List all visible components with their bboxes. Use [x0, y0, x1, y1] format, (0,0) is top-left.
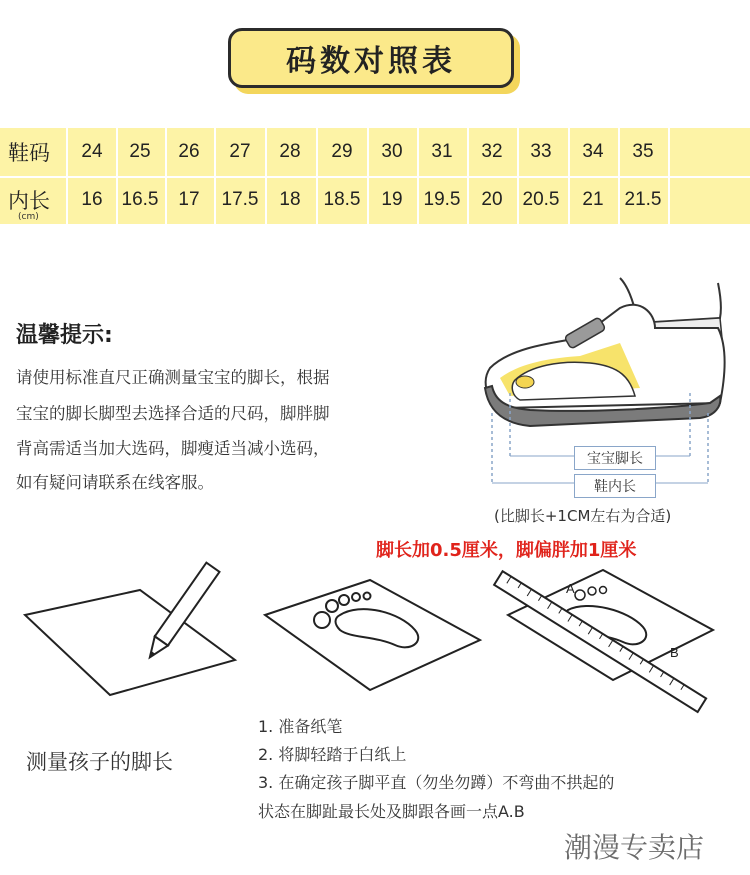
inner-length-cell: 17 [178, 189, 200, 210]
table-column-divider [467, 128, 469, 224]
inner-length-cell: 16 [81, 189, 103, 210]
table-column-divider [618, 128, 620, 224]
inner-length-label: 内长 [8, 189, 50, 213]
measure-step: 3. 在确定孩子脚平直（勿坐勿蹲）不弯曲不拱起的 [258, 773, 615, 792]
shoe-size-cell: 29 [331, 141, 353, 162]
table-column-divider [517, 128, 519, 224]
inner-length-cell: 20.5 [522, 189, 560, 210]
shoe-size-cell: 30 [381, 141, 403, 162]
store-watermark: 潮漫专卖店 [564, 831, 705, 864]
inner-length-cell: 21.5 [624, 189, 662, 210]
table-column-divider [367, 128, 369, 224]
table-column-divider [116, 128, 118, 224]
shoe-size-cell: 35 [632, 141, 654, 162]
measure-step: 状态在脚趾最长处及脚跟各画一点A.B [258, 802, 525, 821]
page-title: 码数对照表 [228, 28, 514, 88]
inner-length-unit: (cm) [18, 212, 39, 222]
shoe-size-cell: 24 [81, 141, 103, 162]
measure-title: 测量孩子的脚长 [26, 750, 173, 774]
shoe-inner-length-label: 鞋内长 [574, 474, 656, 498]
inner-length-row [0, 176, 750, 224]
point-b-label: B [670, 645, 679, 660]
baby-foot-length-label: 宝宝脚长 [574, 446, 656, 470]
inner-length-cell: 18 [279, 189, 301, 210]
tip-line: 宝宝的脚长脚型去选择合适的尺码，脚胖脚 [16, 404, 330, 423]
table-column-divider [668, 128, 670, 224]
tip-line: 请使用标准直尺正确测量宝宝的脚长，根据 [16, 368, 330, 387]
tip-line: 背高需适当加大选码，脚瘦适当减小选码， [16, 439, 330, 458]
table-divider [0, 176, 750, 178]
shoe-size-cell: 33 [530, 141, 552, 162]
point-a-label: A [566, 581, 575, 596]
shoe-size-cell: 31 [431, 141, 453, 162]
shoe-size-cell: 25 [129, 141, 151, 162]
inner-length-cell: 19 [381, 189, 403, 210]
ruler-measurement-illustration [488, 565, 723, 715]
table-column-divider [316, 128, 318, 224]
inner-length-cell: 17.5 [221, 189, 259, 210]
table-column-divider [66, 128, 68, 224]
table-column-divider [417, 128, 419, 224]
measure-step: 2. 将脚轻踏于白纸上 [258, 745, 407, 764]
inner-length-cell: 20 [481, 189, 503, 210]
shoe-size-cell: 28 [279, 141, 301, 162]
inner-length-cell: 19.5 [423, 189, 461, 210]
size-advice-note: 脚长加0.5厘米，脚偏胖加1厘米 [376, 540, 637, 561]
shoe-size-cell: 27 [229, 141, 251, 162]
tip-line: 如有疑问请联系在线客服。 [16, 473, 214, 492]
table-column-divider [265, 128, 267, 224]
shoe-size-cell: 34 [582, 141, 604, 162]
tips-title: 温馨提示: [16, 323, 113, 348]
inner-length-cell: 21 [582, 189, 604, 210]
footprint-illustration [260, 560, 485, 700]
fit-note: (比脚长+1CM左右为合适) [494, 507, 672, 525]
table-column-divider [165, 128, 167, 224]
table-column-divider [214, 128, 216, 224]
inner-length-cell: 16.5 [121, 189, 159, 210]
inner-length-cell: 18.5 [323, 189, 361, 210]
shoe-size-cell: 26 [178, 141, 200, 162]
table-column-divider [568, 128, 570, 224]
shoe-size-cell: 32 [481, 141, 503, 162]
shoe-size-label: 鞋码 [8, 141, 50, 165]
paper-pencil-illustration [20, 560, 250, 700]
measure-step: 1. 准备纸笔 [258, 717, 343, 736]
shoe-size-row [0, 128, 750, 176]
